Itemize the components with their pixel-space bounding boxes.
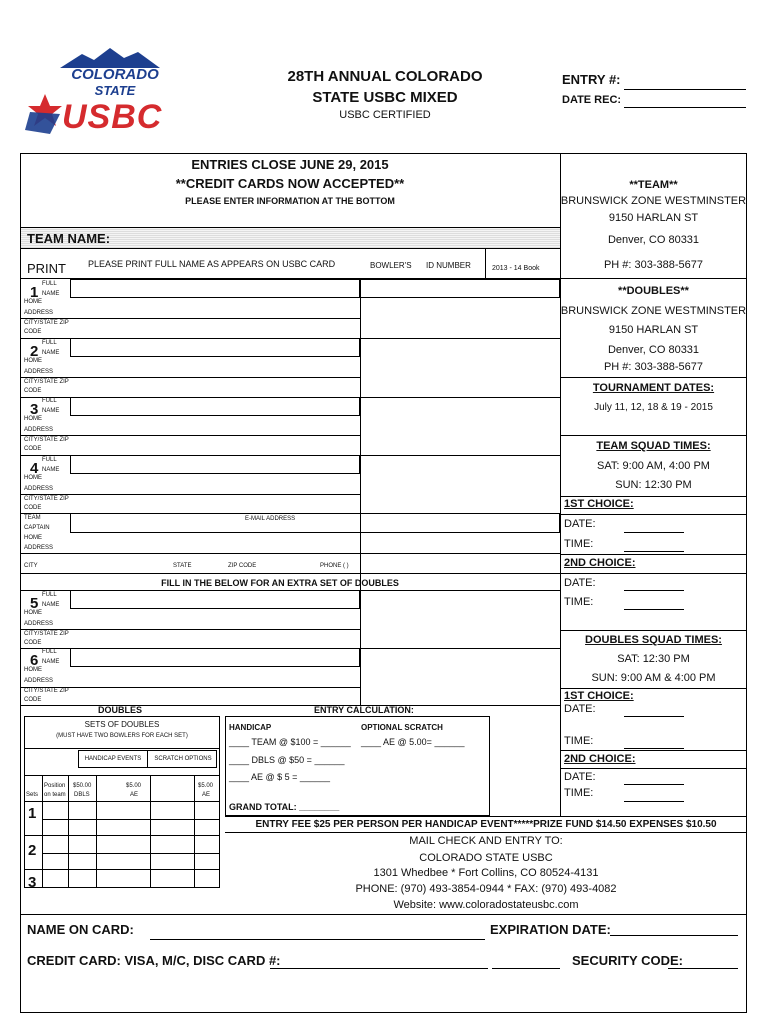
- doubles-title: DOUBLES: [97, 705, 142, 715]
- entry-number-field[interactable]: [624, 89, 746, 90]
- full-name-field[interactable]: [70, 338, 360, 357]
- logo-usbc: USBC: [62, 98, 163, 136]
- security-code-label: SECURITY CODE:: [572, 953, 683, 968]
- calc-team-field[interactable]: ____ TEAM @ $100 = ______: [229, 737, 351, 747]
- entry-fee-line: ENTRY FEE $25 PER PERSON PER HANDICAP EVENT*****PRIZE FUND $14.50 EXPENSES $10.50: [255, 819, 717, 830]
- team-1st-date-field[interactable]: [624, 532, 684, 533]
- extra-doubles-heading: FILL IN THE BELOW FOR AN EXTRA SET OF DOUBLES: [161, 578, 399, 588]
- calc-ae-field[interactable]: ____ AE @ $ 5 = ______: [229, 772, 330, 782]
- book-label: 2013 - 14 Book: [492, 265, 540, 272]
- id-number-label: ID NUMBER: [426, 261, 471, 270]
- team-location-heading: **TEAM**: [629, 179, 678, 191]
- date-rec-label: DATE REC:: [562, 94, 622, 106]
- grand-total-field[interactable]: GRAND TOTAL: ________: [229, 802, 340, 812]
- credit-card-label: CREDIT CARD: VISA, M/C, DISC CARD #:: [27, 953, 281, 968]
- calc-dbls-field[interactable]: ____ DBLS @ $50 = ______: [229, 755, 345, 765]
- doubles-location-heading: **DOUBLES**: [618, 285, 689, 297]
- name-on-card-label: NAME ON CARD:: [27, 922, 134, 937]
- expiration-label: EXPIRATION DATE:: [490, 922, 611, 937]
- print-label: PRINT: [27, 261, 66, 276]
- card-number-field[interactable]: [270, 968, 488, 969]
- usbc-certified: USBC CERTIFIED: [339, 109, 431, 121]
- full-name-field[interactable]: [70, 397, 360, 416]
- entries-close: ENTRIES CLOSE JUNE 29, 2015: [191, 157, 389, 172]
- bowlers-label: BOWLER'S: [370, 261, 412, 270]
- security-code-field[interactable]: [668, 968, 738, 969]
- full-name-field[interactable]: [70, 279, 360, 298]
- doubles-set-1: 1: [28, 805, 37, 822]
- expiration-field[interactable]: [610, 935, 738, 936]
- team-2nd-time-field[interactable]: [624, 609, 684, 610]
- logo-state: STATE: [94, 83, 136, 98]
- bowler-id-field[interactable]: [360, 279, 560, 298]
- doubles-squad-heading: DOUBLES SQUAD TIMES:: [585, 634, 722, 646]
- team-2nd-date-field[interactable]: [624, 590, 684, 591]
- dbl-2nd-time-field[interactable]: [624, 801, 684, 802]
- full-name-field[interactable]: [70, 648, 360, 667]
- tournament-dates-heading: TOURNAMENT DATES:: [592, 382, 715, 394]
- print-instruction: PLEASE PRINT FULL NAME AS APPEARS ON USBC CARD: [88, 259, 336, 269]
- doubles-table: [24, 716, 220, 888]
- entry-calc-title: ENTRY CALCULATION:: [314, 705, 414, 715]
- date-rec-field[interactable]: [624, 107, 746, 108]
- email-label: E-MAIL ADDRESS: [245, 516, 296, 522]
- dbl-2nd-date-field[interactable]: [624, 784, 684, 785]
- entry-number-label: ENTRY #:: [562, 72, 621, 87]
- doubles-set-3: 3: [28, 874, 37, 891]
- team-1st-time-field[interactable]: [624, 551, 684, 552]
- credit-cards-accepted: **CREDIT CARDS NOW ACCEPTED**: [175, 176, 405, 191]
- team-name-label: TEAM NAME:: [27, 231, 111, 246]
- full-name-field[interactable]: [70, 455, 360, 474]
- usbc-logo: [20, 44, 195, 144]
- dbl-1st-time-field[interactable]: [624, 748, 684, 749]
- title-line-2: STATE USBC MIXED: [312, 89, 458, 106]
- full-name-field[interactable]: [70, 590, 360, 609]
- team-squad-heading: TEAM SQUAD TIMES:: [596, 440, 711, 452]
- dbl-1st-date-field[interactable]: [624, 716, 684, 717]
- email-field[interactable]: [70, 513, 560, 533]
- logo-colorado: COLORADO: [71, 66, 159, 83]
- card-number-field-2[interactable]: [492, 968, 560, 969]
- title-line-1: 28TH ANNUAL COLORADO: [287, 68, 483, 85]
- doubles-set-2: 2: [28, 842, 37, 859]
- name-on-card-field[interactable]: [150, 939, 485, 940]
- calc-ae-scratch-field[interactable]: ____ AE @ 5.00= ______: [361, 737, 465, 747]
- enter-info-bottom: PLEASE ENTER INFORMATION AT THE BOTTOM: [185, 196, 395, 206]
